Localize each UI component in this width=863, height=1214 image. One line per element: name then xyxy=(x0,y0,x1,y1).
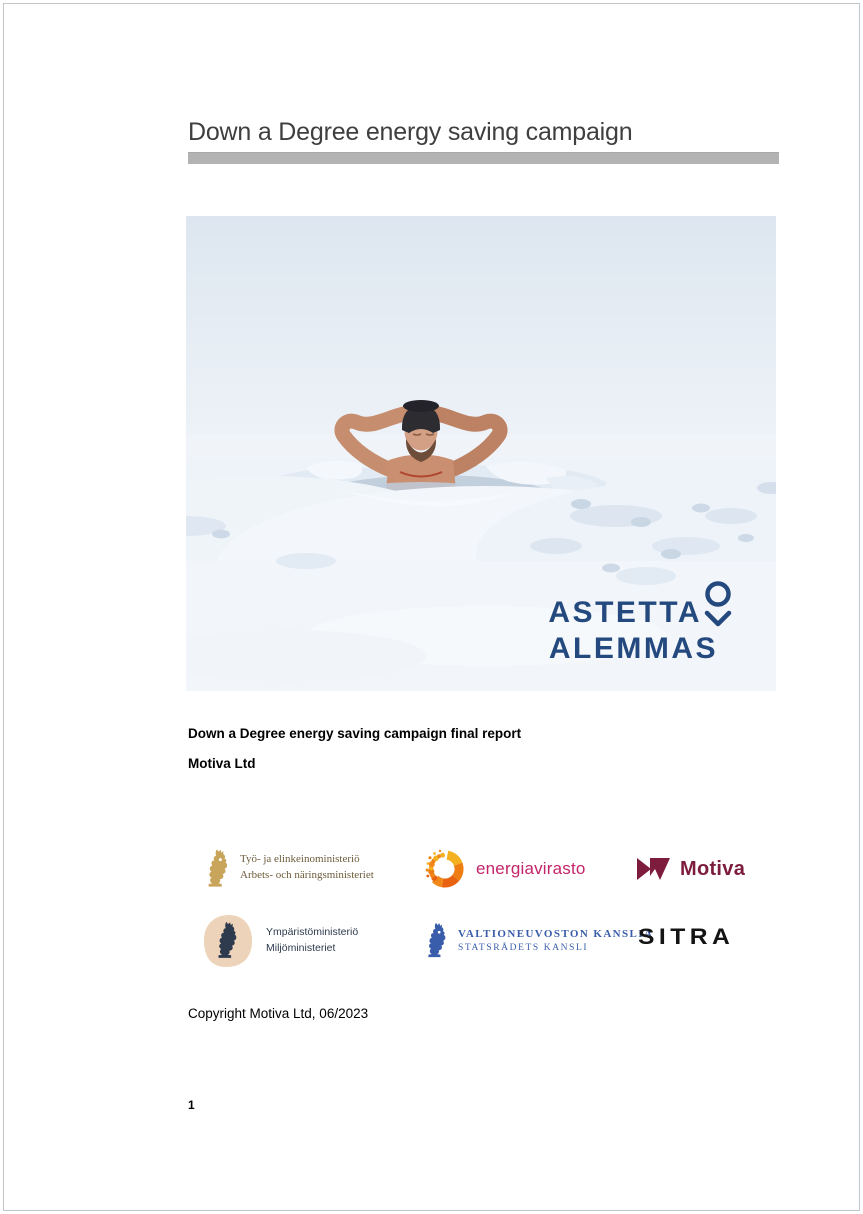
energiavirasto-label: energiavirasto xyxy=(476,859,586,878)
cover-photo xyxy=(186,216,776,691)
logo-vnk xyxy=(424,922,653,958)
ice-bath-scene xyxy=(186,216,776,691)
report-title-line: Down a Degree energy saving campaign final report xyxy=(188,726,522,741)
finnish-lion-blue-icon xyxy=(424,922,450,958)
energiavirasto-ring-icon xyxy=(422,846,468,892)
finnish-lion-gold-icon xyxy=(204,848,232,888)
logo-sitra xyxy=(638,924,735,950)
report-author-line: Motiva Ltd xyxy=(188,756,256,771)
vnk-label-sv: STATSRÅDETS KANSLI xyxy=(458,942,589,953)
partner-logos xyxy=(186,840,786,990)
page-number: 1 xyxy=(188,1098,195,1112)
alemmas-text: ALEMMAS xyxy=(548,632,718,665)
logo-energiavirasto xyxy=(422,846,586,892)
tem-label-sv: Arbets- och näringsministeriet xyxy=(240,869,374,881)
tem-label-fi: Työ- ja elinkeinoministeriö xyxy=(240,853,360,866)
astetta-alemmas-logo xyxy=(548,584,729,666)
astetta-text: ASTETTA xyxy=(548,596,702,629)
logo-motiva xyxy=(636,854,745,884)
motiva-label: Motiva xyxy=(680,857,746,880)
sitra-label: SITRA xyxy=(638,924,735,949)
ym-label-fi: Ympäristöministeriö xyxy=(266,926,359,939)
copyright-line: Copyright Motiva Ltd, 06/2023 xyxy=(188,1006,369,1021)
title-underline-bar xyxy=(188,152,779,164)
ym-label-sv: Miljöministeriet xyxy=(266,942,336,954)
page-title: Down a Degree energy saving campaign xyxy=(188,118,633,146)
ym-emblem-icon xyxy=(202,914,254,968)
logo-tem xyxy=(204,848,374,888)
logo-ym xyxy=(202,914,358,968)
vnk-label-fi: VALTIONEUVOSTON KANSLIA xyxy=(458,927,654,940)
cap-brim xyxy=(403,400,439,412)
motiva-mark-icon xyxy=(636,854,672,884)
